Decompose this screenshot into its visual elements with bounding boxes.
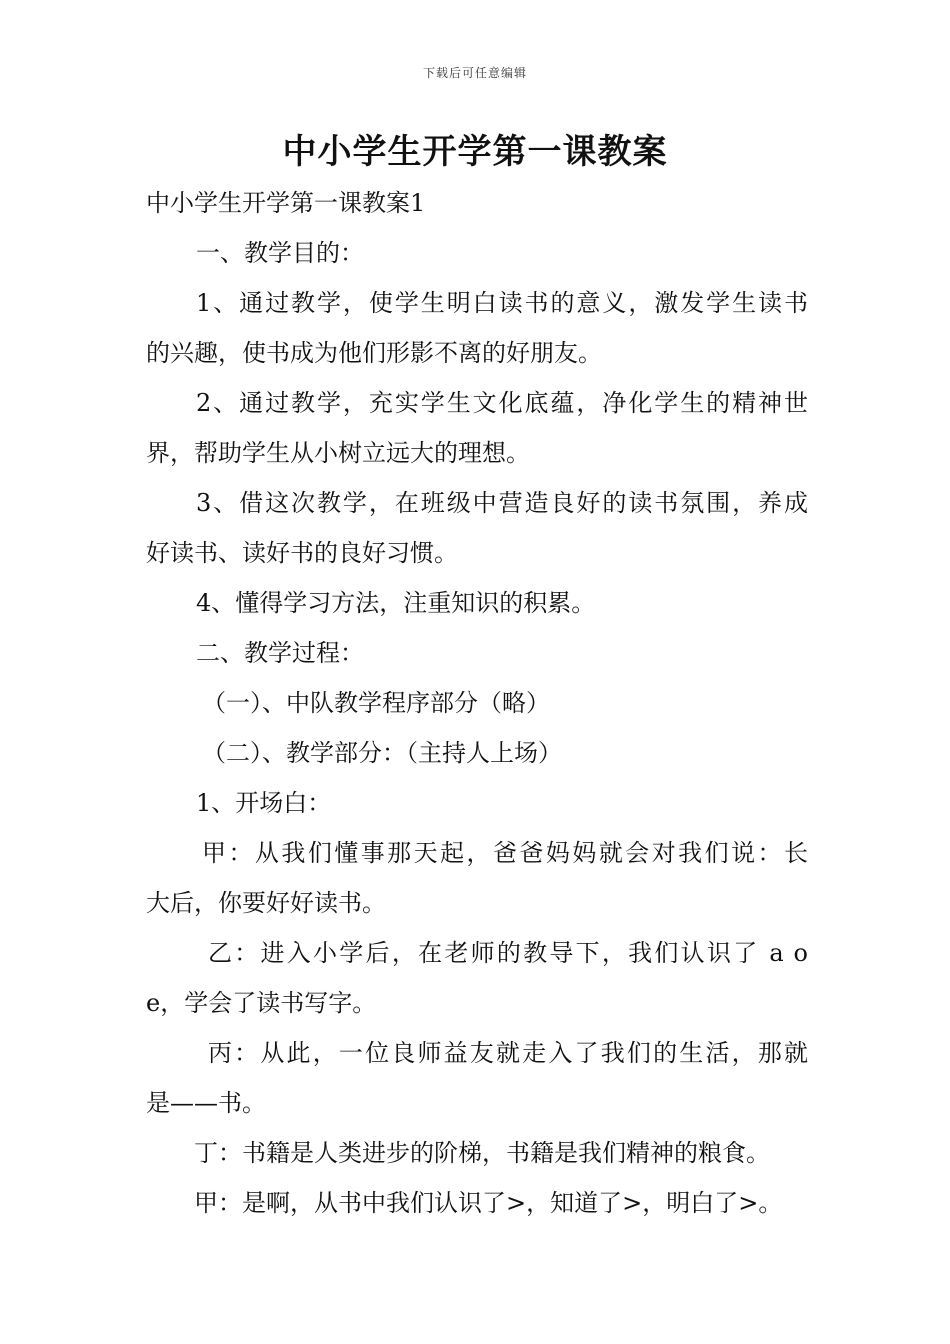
paragraph-line: （一）、中队教学程序部分（略） bbox=[202, 689, 550, 717]
paragraph-line: 1、通过教学，使学生明白读书的意义，激发学生读书 bbox=[196, 289, 808, 317]
dialogue-line: 甲：从我们懂事那天起，爸爸妈妈就会对我们说：长 bbox=[202, 839, 808, 867]
paragraph-line: 界，帮助学生从小树立远大的理想。 bbox=[146, 439, 530, 467]
dialogue-line: 丙：从此，一位良师益友就走入了我们的生活，那就 bbox=[208, 1039, 808, 1067]
paragraph-line: 2、通过教学，充实学生文化底蕴，净化学生的精神世 bbox=[196, 389, 808, 417]
paragraph-line: 的兴趣，使书成为他们形影不离的好朋友。 bbox=[146, 339, 602, 367]
dialogue-line: 是——书。 bbox=[146, 1089, 266, 1117]
page-header-note: 下载后可任意编辑 bbox=[422, 66, 527, 80]
paragraph-line: （二）、教学部分：（主持人上场） bbox=[202, 739, 562, 767]
document-body bbox=[146, 178, 808, 1228]
paragraph-line: 3、借这次教学，在班级中营造良好的读书氛围，养成 bbox=[196, 489, 808, 517]
paragraph-line: 好读书、读好书的良好习惯。 bbox=[146, 539, 458, 567]
paragraph-line: 4、懂得学习方法，注重知识的积累。 bbox=[196, 589, 596, 617]
heading-process: 二、教学过程： bbox=[196, 639, 364, 667]
paragraph-line: 1、开场白： bbox=[196, 789, 332, 817]
dialogue-line: 乙：进入小学后，在老师的教导下，我们认识了 a o bbox=[208, 939, 808, 967]
section-subtitle: 中小学生开学第一课教案1 bbox=[146, 189, 426, 217]
heading-objectives: 一、教学目的： bbox=[196, 239, 364, 267]
dialogue-line: 甲：是啊，从书中我们认识了>，知道了>，明白了>。 bbox=[194, 1189, 783, 1217]
dialogue-line: 丁：书籍是人类进步的阶梯，书籍是我们精神的粮食。 bbox=[194, 1139, 770, 1167]
dialogue-line: 大后，你要好好读书。 bbox=[146, 889, 386, 917]
document-title: 中小学生开学第一课教案 bbox=[282, 132, 668, 172]
dialogue-line: e，学会了读书写字。 bbox=[146, 989, 377, 1017]
